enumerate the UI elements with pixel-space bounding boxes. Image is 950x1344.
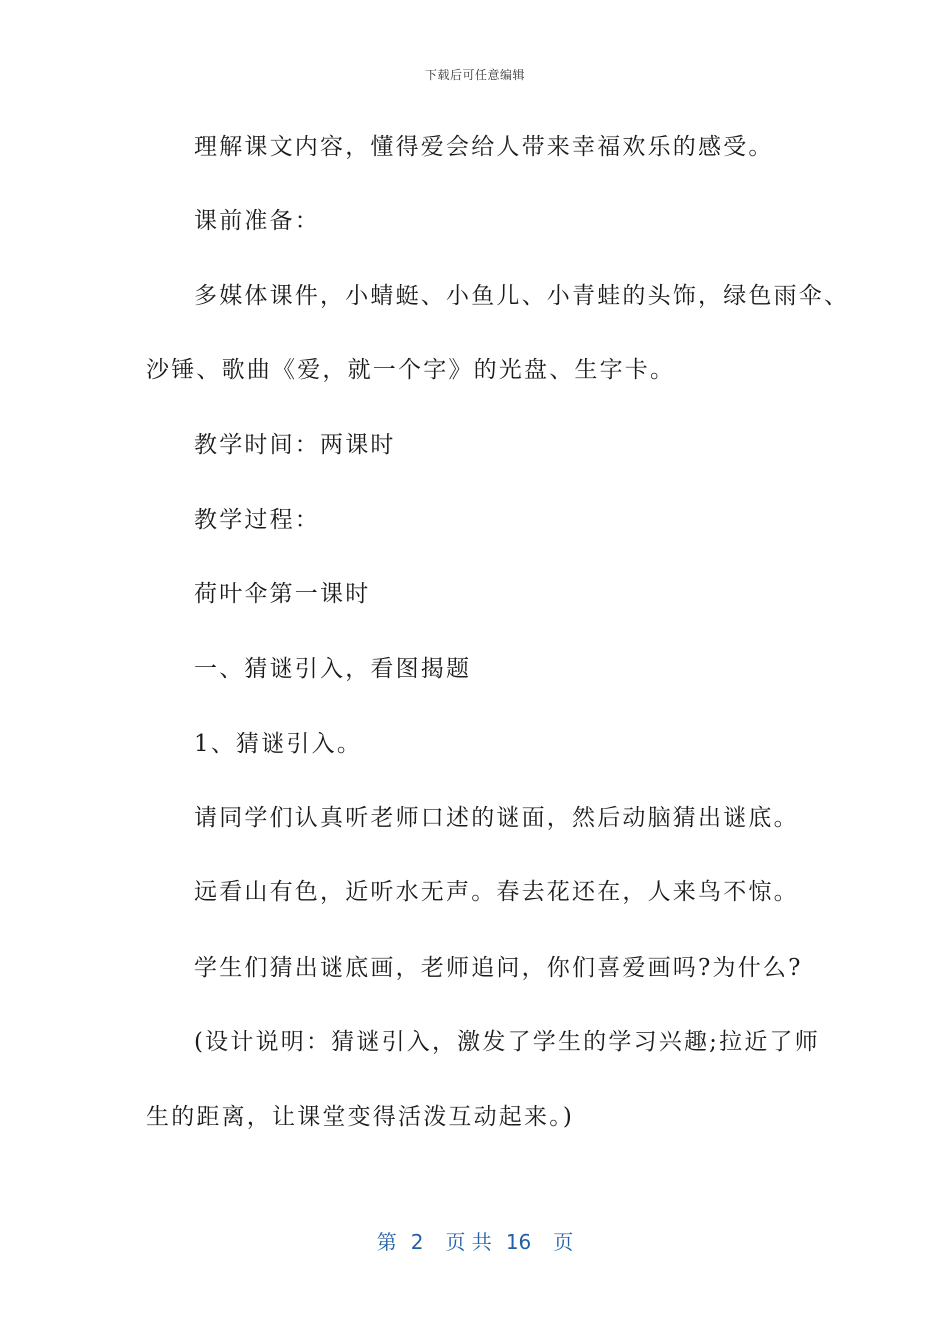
paragraph-riddle-instruction: 请同学们认真听老师口述的谜面，然后动脑猜出谜底。: [194, 805, 799, 831]
paragraph-prep-heading: 课前准备：: [194, 208, 320, 234]
paragraph-student-answer: 学生们猜出谜底画，老师追问，你们喜爱画吗?为什么?: [194, 955, 803, 981]
paragraph-riddle-text: 远看山有色，近听水无声。春去花还在，人来鸟不惊。: [194, 879, 799, 905]
paragraph-lesson-title: 荷叶伞第一课时: [194, 581, 371, 607]
paragraph-design-note: (设计说明：猜谜引入，激发了学生的学习兴趣;拉近了师: [194, 1029, 820, 1055]
paragraph-design-note-cont: 生的距离，让课堂变得活泼互动起来。): [146, 1104, 575, 1130]
footer-total-pages: 16: [505, 1230, 532, 1254]
footer-middle: 页 共: [445, 1230, 492, 1254]
paragraph-step-one: 1、猜谜引入。: [194, 731, 363, 757]
paragraph-teaching-time: 教学时间：两课时: [194, 432, 396, 458]
paragraph-prep-materials: 多媒体课件，小蜻蜓、小鱼儿、小青蛙的头饰，绿色雨伞、: [194, 283, 850, 309]
footer-current-page: 2: [410, 1230, 424, 1254]
header-note: 下载后可任意编辑: [424, 68, 525, 82]
footer-suffix: 页: [553, 1230, 574, 1254]
page-footer: [0, 1226, 950, 1255]
paragraph-objective: 理解课文内容，懂得爱会给人带来幸福欢乐的感受。: [194, 134, 774, 160]
footer-prefix: 第: [376, 1230, 397, 1254]
paragraph-process-heading: 教学过程：: [194, 507, 320, 533]
paragraph-section-one: 一、猜谜引入，看图揭题: [194, 656, 472, 682]
paragraph-prep-materials-cont: 沙锤、歌曲《爱，就一个字》的光盘、生字卡。: [146, 357, 676, 383]
